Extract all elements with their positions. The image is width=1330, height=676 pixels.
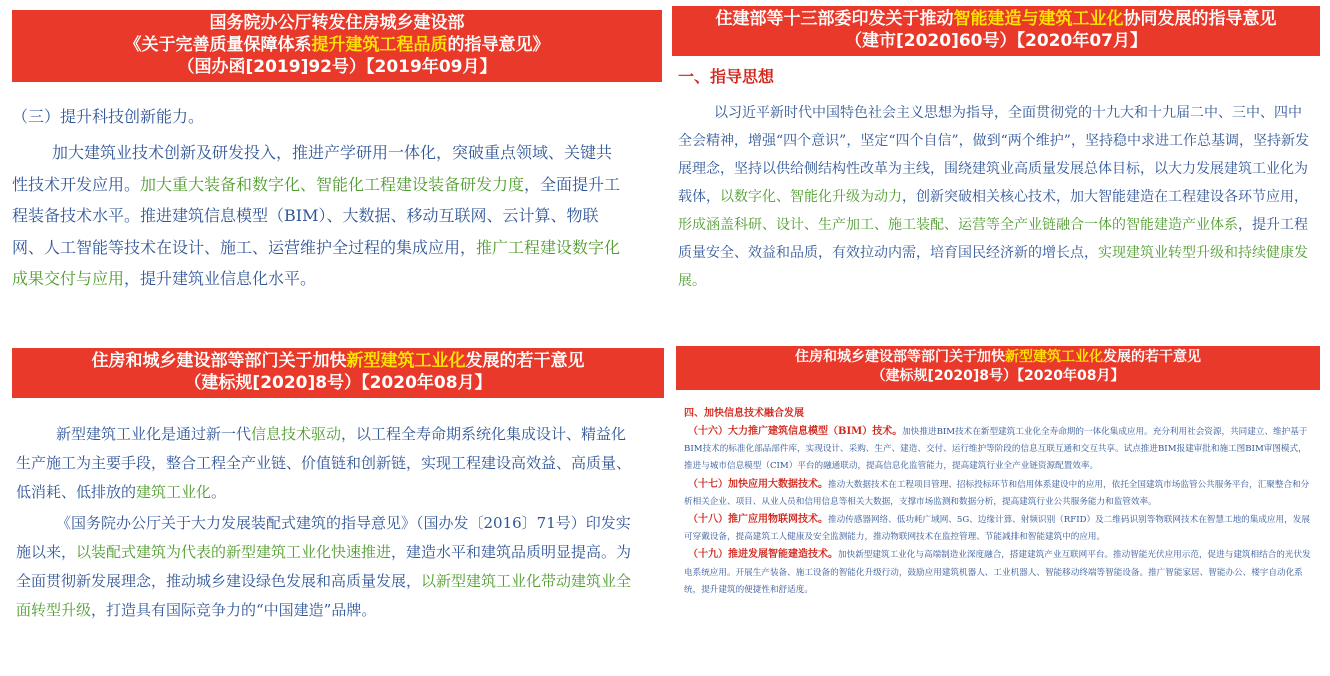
panel-title-banner (672, 6, 1320, 56)
panel-title-banner (676, 346, 1320, 390)
title-line: （国办函[2019]92号）【2019年09月】 (177, 57, 497, 77)
body-span: 以数字化、智能化升级为动力 (720, 189, 902, 205)
title-line: 住房和城乡建设部等部门关于加快新型建筑工业化发展的若干意见 (795, 349, 1201, 365)
body-span: 新型建筑工业化是通过新一代 (56, 425, 252, 443)
title-line: （建市[2020]60号）【2020年07月】 (845, 31, 1147, 51)
title-line: 住房和城乡建设部等部门关于加快新型建筑工业化发展的若干意见 (91, 351, 585, 371)
panel-title-banner (12, 10, 662, 82)
title-highlight: 新型建筑工业化 (346, 351, 466, 371)
body-span: ，建造水平和建筑品质明显提高。为全面贯彻新发展理念，推动城乡建设绿色发展和高质量发展， (16, 543, 632, 590)
body-span: 以习近平新时代中国特色社会主义思想为指导，全面贯彻党的十九大和十九届二中、三中、四中全会精神，增强“四个意识”，坚定“四个自信”，做到“两个维护”，坚持稳中求进工作总基调，坚持新发展理念，坚持以供给侧结构性改革为主线，围绕建筑业高质量发展总体目标，以大力发展建筑工业化为载体， (678, 105, 1309, 205)
title-line: 国务院办公厅转发住房城乡建设部 (209, 13, 465, 33)
panel-new-industrialization (12, 348, 664, 670)
body-span: 《国务院办公厅关于大力发展装配式建筑的指导意见》（国办发〔2016〕71号）印发实施以来， (16, 514, 631, 561)
section-heading: 四、加快信息技术融合发展 (684, 408, 804, 419)
body-span: ，以工程全寿命期系统化集成设计、精益化生产施工为主要手段，整合工程全产业链、价值链和创新链，实现工程建设高效益、高质量、低消耗、低排放的 (16, 425, 632, 501)
item-body: 加快新型建筑工业化与高端制造业深度融合，搭建建筑产业互联网平台。推动智能光伏应用示范，促进与建筑相结合的光伏发电系统应用。开展生产装备、施工设备的智能化升级行动，鼓励应用建筑机器人、工业机器人、智能移动终端等智能设备。推广智能家居、智能办公、楼宇自动化系统，提升建筑的便捷性和舒适度。 (684, 550, 1311, 595)
body-span: 以新型建筑工业化带动建筑业全面转型升级 (16, 572, 632, 619)
body-span: 。 (211, 483, 227, 501)
body-span: ，创新突破相关核心技术，加大智能建造在工程建设各环节应用， (902, 189, 1308, 205)
body-span: 建筑工业化 (136, 483, 212, 501)
body-span: ，全面提升工程装备技术水平。推进建筑信息模型（BIM）、大数据、移动互联网、云计算、物联网、人工智能等技术在设计、施工、运营维护全过程的集成应用， (12, 174, 621, 257)
title-line: （建标规[2020]8号）【2020年08月】 (871, 368, 1125, 384)
list-item (684, 423, 1314, 476)
list-item (684, 476, 1314, 511)
body-paragraph (678, 99, 1312, 295)
body-span: 推广工程建设数字化成果交付与应用 (12, 237, 621, 288)
list-item (684, 511, 1314, 546)
panel-intelligent-construction (672, 6, 1320, 338)
body-span: 形成涵盖科研、设计、生产加工、施工装配、运营等全产业链融合一体的智能建造产业体系 (678, 217, 1238, 233)
panel-title-banner (12, 348, 664, 398)
item-list (684, 423, 1314, 599)
item-heading: （十七）加快应用大数据技术。 (688, 478, 828, 490)
item-body: 推动大数据技术在工程项目管理、招标投标环节和信用体系建设中的应用，依托全国建筑市场监管公共服务平台，汇聚整合和分析相关企业、项目、从业人员和信用信息等相关大数据，支撑市场监测和数据分析，提高建筑行业公共服务能力和监管效率。 (684, 479, 1310, 507)
body-span: 以装配式建筑为代表的新型建筑工业化快速推进 (76, 543, 392, 561)
panel-quality-guidance (12, 10, 662, 340)
body-span: 实现建筑业转型升级和持续健康发展。 (678, 245, 1308, 289)
item-heading: （十八）推广应用物联网技术。 (688, 514, 828, 526)
item-heading: （十九）推进发展智能建造技术。 (688, 549, 838, 561)
body-span: 信息技术驱动 (251, 425, 342, 443)
body-span: ，打造具有国际竞争力的“中国建造”品牌。 (91, 601, 377, 619)
item-body: 加快推进BIM技术在新型建筑工业化全寿命期的一体化集成应用。充分利用社会资源，共同建立、维护基于BIM技术的标准化部品部件库，实现设计、采购、生产、建造、交付、运行维护等阶段的信息互联互通和交互共享。试点推进BIM报建审批和施工图BIM审图模式，推进与城市信息模型（CIM）平台的融通联动，提高信息化监管能力，提高建筑行业全产业链资源配置效率。 (684, 427, 1308, 472)
body-span: 加大重大装备和数字化、智能化工程建设装备研发力度 (140, 174, 525, 194)
title-highlight: 新型建筑工业化 (1005, 349, 1103, 365)
section-heading: （三）提升科技创新能力。 (12, 107, 205, 126)
body-span: ，提升建筑业信息化水平。 (124, 269, 317, 288)
title-line: 《关于完善质量保障体系提升建筑工程品质的指导意见》 (124, 35, 550, 55)
list-item (684, 546, 1314, 599)
panel-information-technology (676, 346, 1320, 670)
item-body: 推动传感器网络、低功耗广域网、5G、边缘计算、射频识别（RFID）及二维码识别等物联网技术在智慧工地的集成应用，发展可穿戴设备，提高建筑工人健康及安全监测能力，推动物联网技术在监控管理、节能减排和智能建筑中的应用。 (684, 515, 1310, 543)
body-paragraph (12, 137, 624, 295)
body-span: 加大建筑业技术创新及研发投入，推进产学研用一体化，突破重点领域、关键共性技术开发应用。 (12, 143, 613, 194)
title-line: 住建部等十三部委印发关于推动智能建造与建筑工业化协同发展的指导意见 (715, 9, 1277, 29)
title-highlight: 提升建筑工程品质 (311, 35, 448, 55)
body-paragraph (16, 420, 634, 507)
body-span: ，提升工程质量安全、效益和品质，有效拉动内需，培育国民经济新的增长点， (678, 217, 1308, 261)
body-paragraph (16, 509, 634, 625)
section-heading: 一、指导思想 (678, 67, 775, 86)
item-heading: （十六）大力推广建筑信息模型（BIM）技术。 (688, 426, 903, 437)
title-highlight: 智能建造与建筑工业化 (953, 9, 1124, 29)
title-line: （建标规[2020]8号）【2020年08月】 (184, 373, 492, 393)
